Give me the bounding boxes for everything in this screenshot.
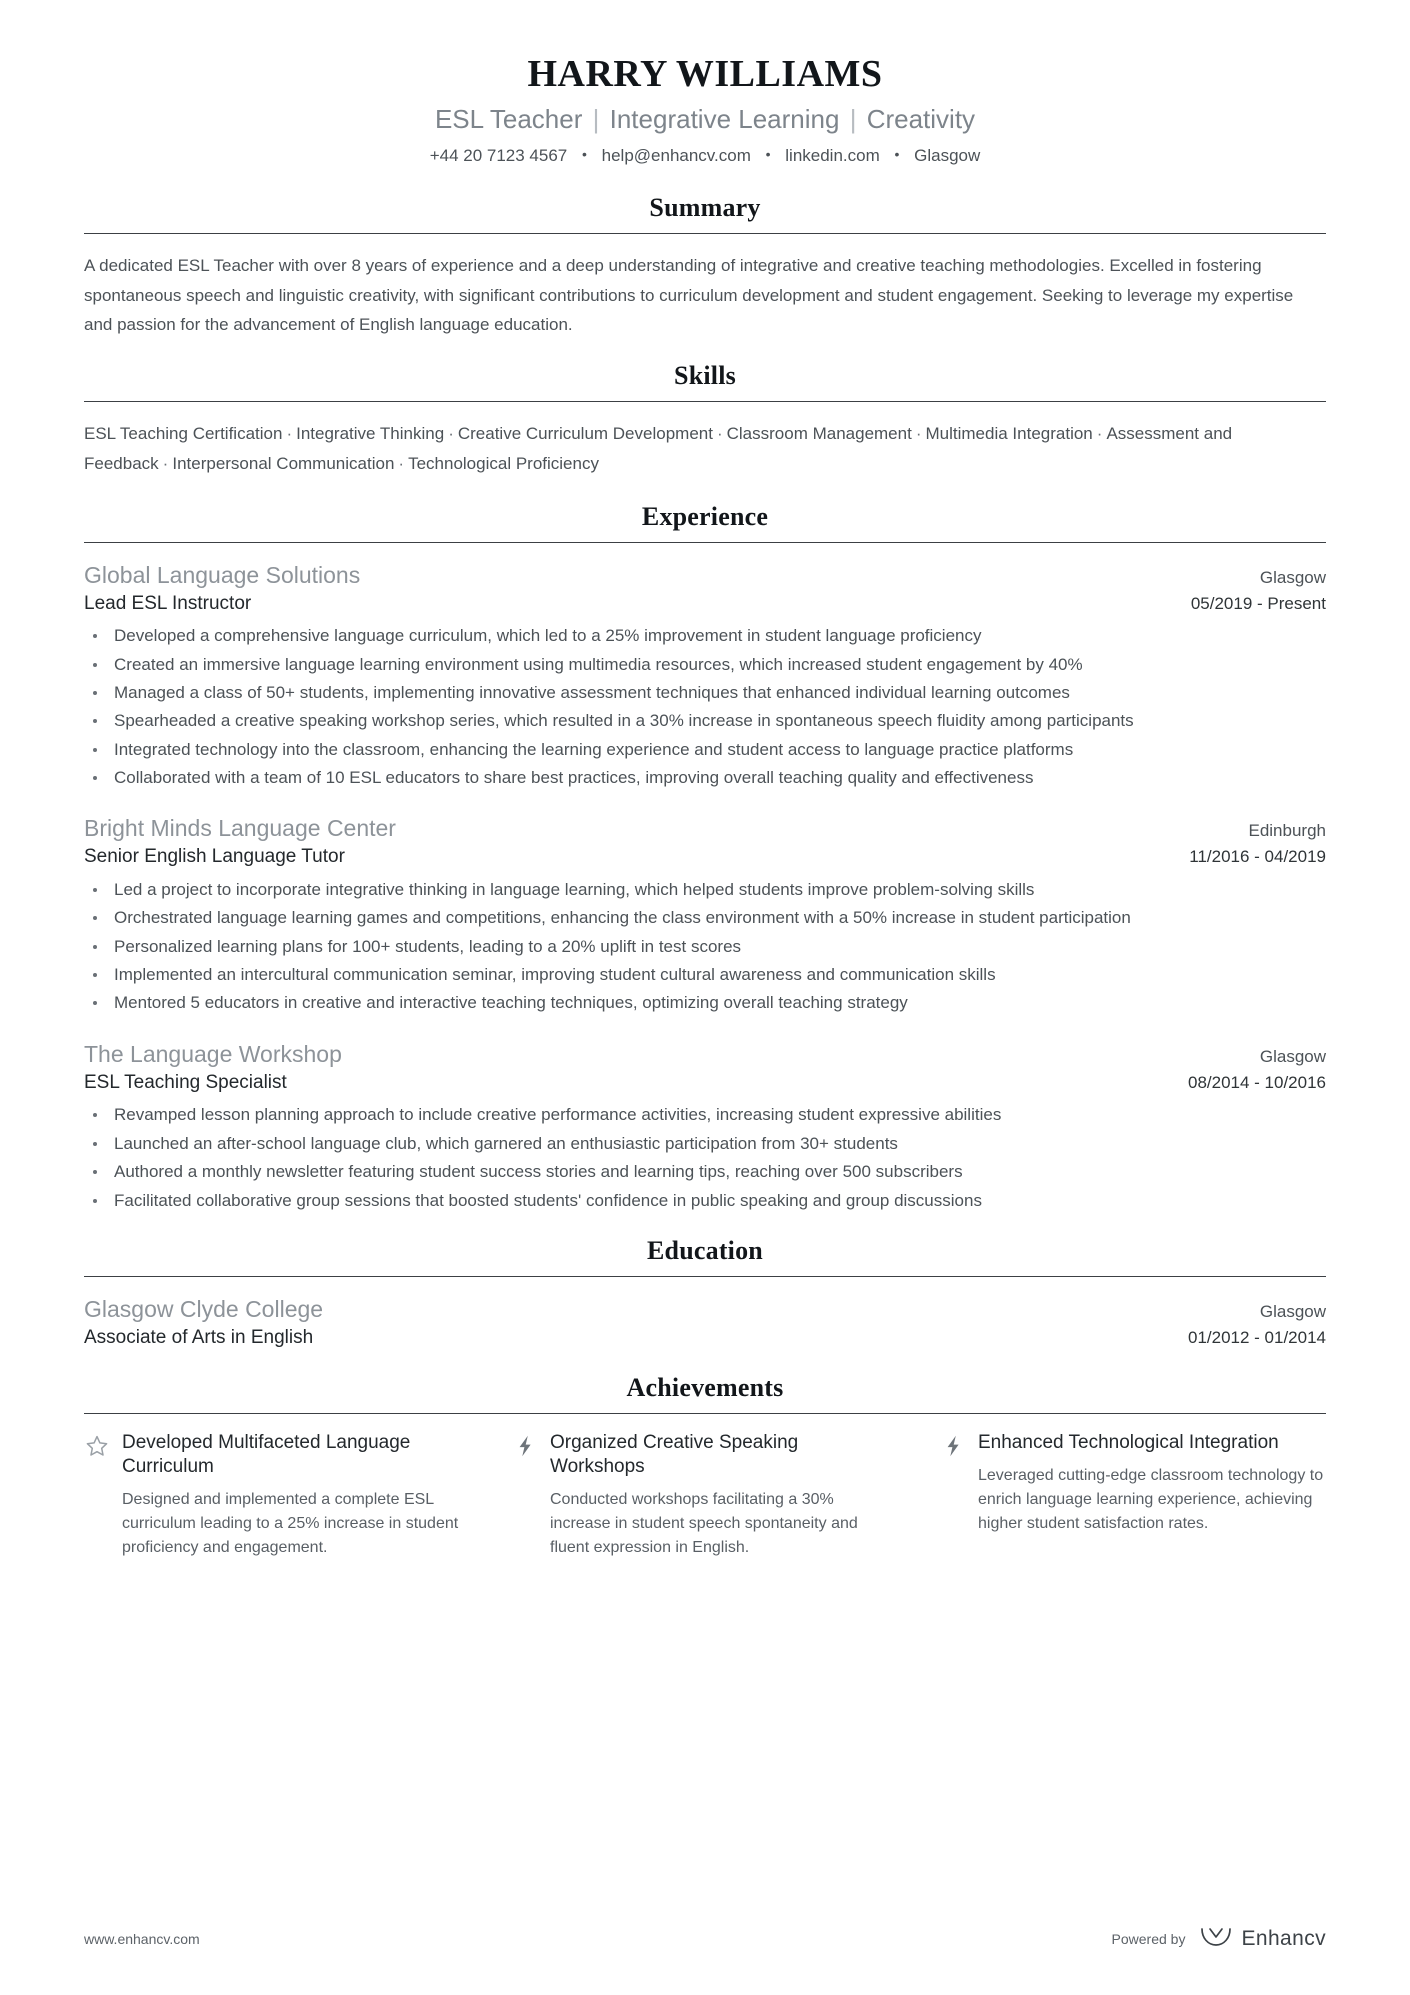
achievements-section-title: Achievements [626, 1372, 784, 1402]
headline-part-1: ESL Teacher [434, 103, 583, 134]
experience-entry-header [84, 1039, 1326, 1096]
skills-section-title: Skills [674, 361, 736, 391]
achievement-description: Conducted workshops facilitating a 30% increase in student speech spontaneity and fluent expression in English. [550, 1491, 858, 1557]
star-icon [84, 1433, 110, 1459]
experience-bullet: Implemented an intercultural communication seminar, improving student cultural awareness and communication skills [84, 962, 1326, 988]
contact-separator-3: • [894, 146, 900, 163]
experience-bullet: Launched an after-school language club, which garnered an enthusiastic participation from 30+ students [84, 1131, 1326, 1157]
enhancv-logo [1199, 1924, 1326, 1953]
experience-role-row [84, 591, 1326, 617]
achievement-body [978, 1431, 1326, 1536]
experience-bullet: Integrated technology into the classroom, enhancing the learning experience and student access to language practice platforms [84, 737, 1326, 763]
skill-item: Interpersonal Communication [172, 454, 395, 474]
education-section [84, 1236, 1326, 1351]
experience-dates: 08/2014 - 10/2016 [1187, 1072, 1326, 1092]
experience-bullet: Revamped lesson planning approach to include creative performance activities, increasing student expressive abilities [84, 1102, 1326, 1128]
skills-divider [84, 401, 1326, 402]
candidate-headline [84, 103, 1326, 136]
experience-entry-list [84, 560, 1326, 1214]
summary-text: A dedicated ESL Teacher with over 8 years of experience and a deep understanding of integrative and creative teaching methodologies. Excelled in fostering spontaneous speech and linguistic creativity, with significant contributions to curriculum development and student engagement. Seeking to leverage my expertise and passion for the advancement of English language education. [84, 256, 1294, 334]
experience-bullet: Led a project to incorporate integrative thinking in language learning, which helped students improve problem-solving skills [84, 877, 1326, 903]
achievements-section [84, 1373, 1326, 1561]
experience-bullet-list [84, 877, 1326, 1017]
contact-separator-2: • [765, 146, 771, 163]
page-footer [84, 1924, 1326, 1953]
experience-section [84, 502, 1326, 1214]
education-degree: Associate of Arts in English [84, 1326, 314, 1348]
achievement-body [550, 1431, 898, 1561]
achievement-item [84, 1431, 470, 1561]
experience-bullet: Managed a class of 50+ students, implementing innovative assessment techniques that enhanced individual learning outcomes [84, 680, 1326, 706]
education-entry [84, 1294, 1326, 1351]
education-section-title: Education [647, 1235, 763, 1265]
headline-separator-1: | [592, 103, 600, 134]
experience-organization: Global Language Solutions [84, 561, 361, 588]
experience-bullet: Personalized learning plans for 100+ students, leading to a 20% uplift in test scores [84, 934, 1326, 960]
education-divider [84, 1276, 1326, 1277]
experience-location: Edinburgh [1248, 821, 1326, 841]
experience-role: ESL Teaching Specialist [84, 1071, 287, 1093]
education-institution: Glasgow Clyde College [84, 1295, 324, 1322]
skill-separator: · [1096, 424, 1103, 444]
achievement-item [512, 1431, 898, 1561]
experience-org-row [84, 813, 1326, 844]
headline-separator-2: | [849, 103, 857, 134]
experience-entry [84, 560, 1326, 792]
experience-role: Lead ESL Instructor [84, 592, 252, 614]
experience-entry-header [84, 813, 1326, 870]
contact-linkedin[interactable]: linkedin.com [785, 146, 880, 166]
achievements-divider [84, 1413, 1326, 1414]
achievement-description: Leveraged cutting-edge classroom technology to enrich language learning experience, achieving higher student satisfaction rates. [978, 1466, 1324, 1532]
skill-separator: · [915, 424, 922, 444]
achievements-grid [84, 1431, 1326, 1561]
powered-by-label: Powered by [1111, 1930, 1186, 1947]
skill-separator: · [448, 424, 454, 444]
contact-email[interactable]: help@enhancv.com [601, 146, 751, 166]
headline-part-2: Integrative Learning [609, 103, 840, 134]
skill-separator: · [162, 454, 169, 474]
experience-org-row [84, 560, 1326, 591]
headline-part-3: Creativity [866, 103, 976, 134]
experience-bullet: Created an immersive language learning environment using multimedia resources, which increased student engagement by 40% [84, 652, 1326, 678]
achievement-description: Designed and implemented a complete ESL curriculum leading to a 25% increase in student proficiency and engagement. [122, 1491, 459, 1557]
skill-item: Technological Proficiency [408, 454, 599, 474]
education-entry-list [84, 1294, 1326, 1351]
experience-bullet: Orchestrated language learning games and competitions, enhancing the class environment with a 50% increase in student participation [84, 905, 1326, 931]
experience-entry [84, 1039, 1326, 1214]
skill-separator: · [286, 424, 293, 444]
summary-divider [84, 233, 1326, 234]
lightning-bolt-icon [512, 1433, 538, 1459]
skill-item: Multimedia Integration [925, 424, 1093, 444]
experience-bullet: Authored a monthly newsletter featuring student success stories and learning tips, reaching over 500 subscribers [84, 1159, 1326, 1185]
education-degree-row [84, 1325, 1326, 1351]
experience-entry-header [84, 560, 1326, 617]
achievement-title: Enhanced Technological Integration [978, 1431, 1279, 1453]
enhancv-mark-icon [1199, 1924, 1233, 1953]
achievement-title: Developed Multifaceted Language Curriculum [122, 1431, 411, 1477]
achievement-body [122, 1431, 470, 1561]
experience-bullet-list [84, 1102, 1326, 1213]
education-dates: 01/2012 - 01/2014 [1187, 1327, 1326, 1347]
skill-item: Creative Curriculum Development [457, 424, 713, 444]
achievement-title: Organized Creative Speaking Workshops [550, 1431, 799, 1477]
skill-item: Assessment and Feedback [84, 424, 1233, 474]
summary-section [84, 193, 1326, 339]
experience-dates: 11/2016 - 04/2019 [1189, 847, 1326, 867]
experience-location: Glasgow [1259, 567, 1326, 587]
experience-bullet: Collaborated with a team of 10 ESL educators to share best practices, improving overall teaching quality and effectiveness [84, 765, 1326, 791]
resume-header [84, 52, 1326, 167]
skill-item: Integrative Thinking [296, 424, 445, 444]
experience-role-row [84, 844, 1326, 870]
education-location: Glasgow [1259, 1301, 1326, 1321]
footer-branding [1112, 1924, 1326, 1953]
education-org-row [84, 1294, 1326, 1325]
contact-location: Glasgow [914, 146, 981, 166]
skill-item: Classroom Management [726, 424, 912, 444]
experience-organization: Bright Minds Language Center [84, 815, 396, 842]
experience-role: Senior English Language Tutor [84, 846, 345, 868]
experience-entry [84, 813, 1326, 1016]
experience-bullet: Facilitated collaborative group sessions that boosted students' confidence in public speaking and group discussions [84, 1188, 1326, 1214]
skills-section [84, 361, 1326, 480]
experience-dates: 05/2019 - Present [1190, 593, 1326, 613]
candidate-name: HARRY WILLIAMS [527, 53, 883, 95]
achievement-item [940, 1431, 1326, 1536]
contact-line [84, 145, 1326, 167]
footer-website-url[interactable]: www.enhancv.com [84, 1930, 200, 1947]
experience-location: Glasgow [1259, 1046, 1326, 1066]
skill-item: ESL Teaching Certification [84, 424, 283, 444]
skills-list [84, 419, 1326, 480]
experience-role-row [84, 1070, 1326, 1096]
contact-separator-1: • [582, 146, 587, 163]
experience-section-title: Experience [641, 501, 769, 531]
experience-organization: The Language Workshop [84, 1040, 342, 1067]
summary-section-title: Summary [649, 193, 761, 223]
experience-divider [84, 542, 1326, 543]
skill-separator: · [716, 424, 723, 444]
contact-phone: +44 20 7123 4567 [429, 146, 568, 166]
experience-bullet: Mentored 5 educators in creative and interactive teaching techniques, optimizing overall teaching strategy [84, 990, 1326, 1016]
experience-bullet-list [84, 623, 1326, 791]
skill-separator: · [398, 454, 405, 474]
experience-org-row [84, 1039, 1326, 1070]
experience-bullet: Spearheaded a creative speaking workshop series, which resulted in a 30% increase in spontaneous speech fluidity among participants [84, 708, 1326, 734]
experience-bullet: Developed a comprehensive language curriculum, which led to a 25% improvement in student language proficiency [84, 623, 1326, 649]
enhancv-wordmark: Enhancv [1241, 1926, 1326, 1950]
lightning-bolt-icon [940, 1433, 966, 1459]
